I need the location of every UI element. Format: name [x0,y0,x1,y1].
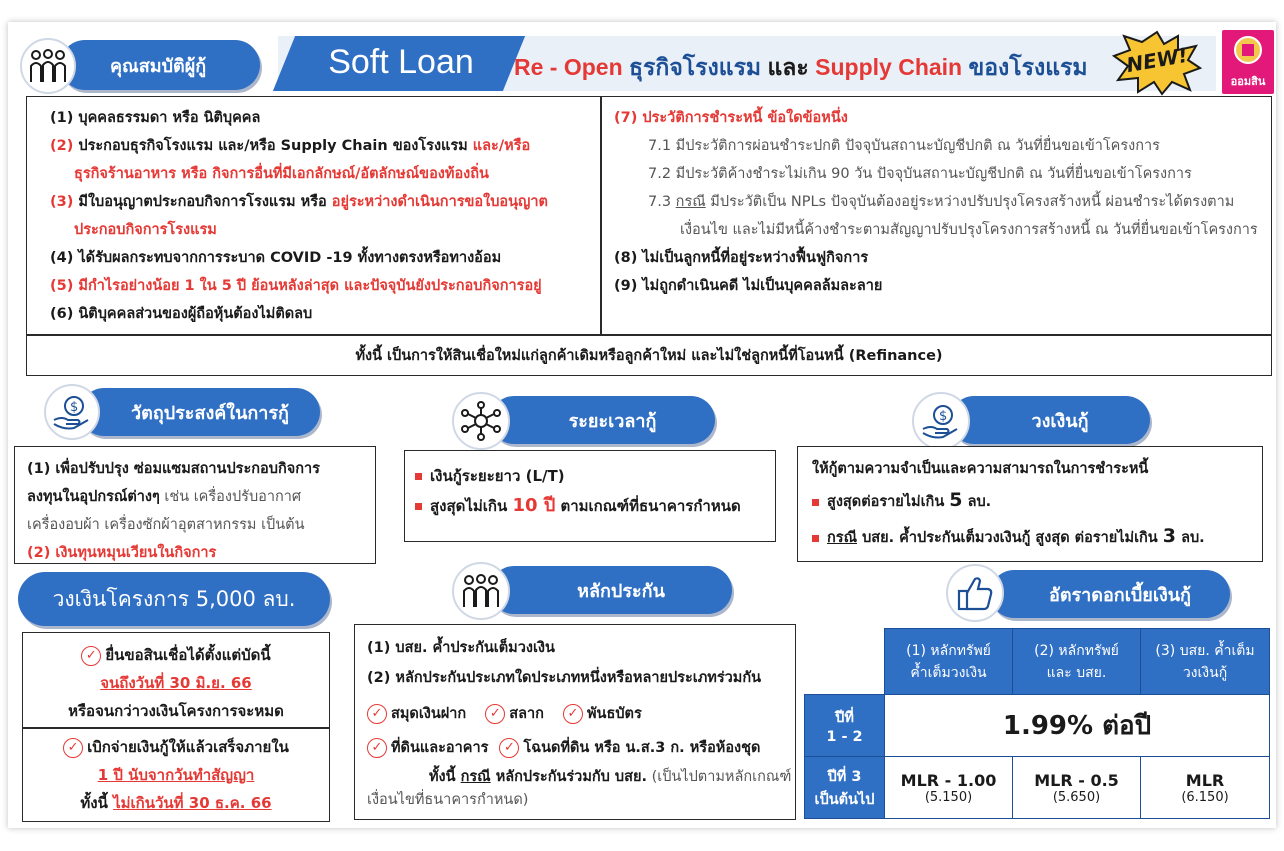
qualification-line [50,244,598,272]
payment-history-73 [614,188,1264,216]
qualifications-footer-line [26,334,1272,336]
svg-text:$: $ [939,409,948,424]
collateral-line-2: (2) หลักประกันประเภทใดประเภทหนึ่งหรือหลายประเภทร่วมกัน [367,670,762,686]
purpose-line-2 [27,483,363,511]
bullet-icon [415,473,422,480]
rate-mlr-1: MLR - 1.00 [900,770,997,790]
collateral-land-building: ที่ดินและอาคาร [391,740,489,756]
reopen-text: Re - Open [514,54,623,80]
collateral-types-row-1 [367,697,783,731]
soft-loan-title: Soft Loan [328,43,474,81]
purpose-header [80,388,320,436]
rate-mlr-2: MLR - 0.5 [1034,770,1119,790]
limit-guarantee-value: 3 [1162,525,1177,547]
rate-col-1 [885,629,1013,695]
check-icon: ✓ [367,704,387,724]
svg-text:$: $ [70,400,79,415]
project-disburse-line [29,733,323,761]
rate-table [804,628,1270,819]
limit-guarantee-text: บสย. ค้ำประกันเต็มวงเงินกู้ สูงสุด ต่อรายไม่เกิน [857,530,1163,546]
qualifications-header [60,40,260,90]
limit-unit: ลบ. [962,494,992,510]
purpose-example-text: เช่น เครื่องปรับอากาศ [159,489,302,505]
money-hand-icon [44,384,100,440]
rate-row-1-label [805,695,885,757]
qualifications-title: คุณสมบัติผู้กู้ [110,55,207,77]
rate-row-2-col-2 [1013,757,1141,819]
rate-col-3 [1141,629,1270,695]
qualifications-right-list [614,104,1264,300]
payment-history-72: 7.2 มีประวัติค้างชำระไม่เกิน 90 วัน ปัจจุบันสถานะบัญชีปกติ ณ วันที่ยื่นขอเข้าโครงการ [648,166,1192,182]
rate-row-2-col-3 [1141,757,1270,819]
check-icon: ✓ [485,704,505,724]
payment-history-73-line2: เงื่อนไข และไม่มีหนี้ค้างชำระตามสัญญาปรับปรุงโครงการสร้างหนี้ ณ วันที่ยื่นขอเข้าโครงการ [680,222,1258,238]
qualification-line [50,188,598,216]
project-title: วงเงินโครงการ 5,000 ลบ. [52,586,296,611]
bank-name: ออมสิน [1230,75,1266,88]
rate-row-2-line-1: ปีที่ 3 [827,768,862,785]
qualification-text: (2) [50,138,79,154]
hotel-business-text: ธุรกิจโรงแรม [629,54,762,80]
project-apply-limit: หรือจนกว่าวงเงินโครงการจะหมด [68,702,284,720]
people-icon [20,38,76,94]
qualification-9: (9) ไม่ถูกดำเนินคดี ไม่เป็นบุคคลล้มละลาย [614,278,883,294]
qualification-line [50,272,598,300]
payment-history-title: (7) ประวัติการชำระหนี้ ข้อใดข้อหนึ่ง [614,110,848,126]
bullet-icon [812,535,819,542]
check-icon: ✓ [81,646,101,666]
rate-mlr-1-value: (5.150) [924,789,973,805]
collateral-title: หลักประกัน [577,580,665,602]
rate-row-2-col-1 [885,757,1013,819]
check-icon: ✓ [63,738,83,758]
bullet-icon [415,503,422,510]
duration-criteria-text: ตามเกณฑ์ที่ธนาคารกำหนด [555,497,741,515]
qualifications-left-list [50,104,598,328]
qualification-text: ประกอบธุรกิจโรงแรม และ/หรือ Supply Chain ของโรงแรม [78,138,473,154]
qualification-line [50,300,598,328]
supply-chain-text: Supply Chain [815,54,963,80]
project-disburse-deadline [29,789,323,817]
duration-years: 10 ปี [512,495,556,516]
project-disburse-period: 1 ปี นับจากวันทำสัญญา [97,766,255,784]
collateral-note-criteria: (เป็นไปตามหลักเกณฑ์ [646,769,792,785]
qualification-text: และ/หรือ [472,138,531,154]
project-box-2 [22,728,330,822]
case-text: กรณี [675,194,706,210]
qualification-text: มีใบอนุญาตประกอบกิจการโรงแรม หรือ [78,194,332,210]
qualification-text: (5) มีกำไรอย่างน้อย 1 ใน 5 ปี ย้อนหลังล่าสุด และปัจจุบันยังประกอบกิจการอยู่ [50,278,542,294]
purpose-title: วัตถุประสงค์ในการกู้ [131,402,289,424]
item-73-number: 7.3 [648,194,676,210]
rate-title: อัตราดอกเบี้ยเงินกู้ [1049,584,1191,606]
collateral-types-row-2 [367,731,783,765]
qualification-text: อยู่ระหว่างดำเนินการขอใบอนุญาต [331,194,548,210]
duration-line-2 [415,491,765,521]
gsb-logo-icon [1222,30,1274,94]
case-text: กรณี [827,530,858,546]
collateral-line-1: (1) บสย. ค้ำประกันเต็มวงเงิน [367,640,555,656]
qualification-8: (8) ไม่เป็นลูกหนี้ที่อยู่ระหว่างฟื้นฟูกิจการ [614,250,869,266]
money-hand-icon [912,392,970,450]
collateral-box [354,624,796,820]
of-hotel-text: ของโรงแรม [968,54,1088,80]
qualification-line [50,160,598,188]
project-box-1 [22,632,330,728]
limit-max-value: 5 [949,489,963,511]
collateral-note-prefix: ทั้งนี้ [429,769,461,785]
duration-box [404,450,776,542]
limit-box [797,446,1263,562]
case-text: กรณี [460,769,491,785]
limit-unit: ลบ. [1176,530,1205,546]
payment-history-71: 7.1 มีประวัติการผ่อนชำระปกติ ปัจจุบันสถานะบัญชีปกติ ณ วันที่ยื่นขอเข้าโครงการ [648,138,1160,154]
limit-intro: ให้กู้ตามความจำเป็นและความสามารถในการชำระหนี้ [812,461,1149,477]
check-icon: ✓ [499,738,519,758]
collateral-title-deed: โฉนดที่ดิน หรือ น.ส.3 ก. หรือห้องชุด [523,740,761,756]
purpose-invest-text: ลงทุนในอุปกรณ์ต่างๆ [27,489,160,505]
project-apply-text: ยื่นขอสินเชื่อได้ตั้งแต่บัดนี้ [105,646,271,664]
new-badge-text: NEW! [1124,42,1190,78]
header-subtitle [514,50,1088,80]
collateral-header [490,566,732,614]
project-header [18,572,330,626]
duration-header [490,396,715,444]
qualifications-footer: ทั้งนี้ เป็นการให้สินเชื่อใหม่แก่ลูกค้าเดิมหรือลูกค้าใหม่ และไม่ใช่ลูกหนี้ที่โอนหนี้ (Refinance) [355,348,943,364]
rate-col-3-line-1: (3) บสย. ค้ำเต็ม [1155,642,1255,659]
qualifications-divider [600,96,602,334]
qualification-text: (4) ได้รับผลกระทบจากการระบาด COVID -19 ทั้งทางตรงหรือทางอ้อม [50,250,502,266]
qualification-text: ธุรกิจร้านอาหาร หรือ กิจการอื่นที่มีเอกลักษณ์/อัตลักษณ์ของท้องถิ่น [74,166,489,182]
qualification-line [50,216,598,244]
qualification-text: (1) บุคคลธรรมดา หรือ นิติบุคคล [50,110,261,126]
purpose-line-3: เครื่องอบผ้า เครื่องซักผ้าอุตสาหกรรม เป็นต้น [27,517,305,533]
people-icon [452,562,510,620]
collateral-note-line-2: เงื่อนไขที่ธนาคารกำหนด) [367,792,529,808]
collateral-note-text: หลักประกันร่วมกับ บสย. [490,769,647,785]
rate-row-2-label [805,757,885,819]
project-final-date: ไม่เกินวันที่ 30 ธ.ค. 66 [113,794,272,812]
duration-title: ระยะเวลากู้ [568,410,657,432]
qualification-text: (6) นิติบุคคลส่วนของผู้ถือหุ้นต้องไม่ติดลบ [50,306,313,322]
check-icon: ✓ [563,704,583,724]
purpose-box [14,446,376,564]
rate-col-1-line-2: ค้ำเต็มวงเงิน [910,664,987,681]
thumbs-up-icon [946,564,1004,622]
project-note-text: ทั้งนี้ [80,794,114,812]
rate-row-1-line-2: 1 - 2 [826,729,863,745]
collateral-bond: พันธบัตร [587,706,642,722]
and-text: และ [767,54,809,80]
rate-mlr-2-value: (5.650) [1052,789,1101,805]
rate-row-1-line-1: ปีที่ [835,710,854,726]
qualification-text: (3) [50,194,79,210]
project-disburse-text: เบิกจ่ายเงินกู้ให้แล้วเสร็จภายใน [87,738,289,756]
bullet-icon [812,499,819,506]
limit-header [950,396,1150,444]
duration-lt-text: เงินกู้ระยะยาว (L/T) [430,467,565,485]
project-apply-deadline: จนถึงวันที่ 30 มิ.ย. 66 [100,674,252,692]
check-icon: ✓ [367,738,387,758]
rate-col-2-line-2: และ บสย. [1046,664,1107,681]
rate-col-3-line-2: วงเงินกู้ [1182,664,1228,681]
new-burst-icon [1112,30,1202,96]
limit-line-2 [812,519,1248,555]
collateral-note-line-1 [367,765,792,789]
rate-row-2-line-2: เป็นต้นไป [814,791,875,808]
limit-line-1 [812,483,1248,519]
qualification-line [50,104,598,132]
qualification-text: ประกอบกิจการโรงแรม [74,222,217,238]
rate-col-1-line-1: (1) หลักทรัพย์ [906,642,991,659]
limit-title: วงเงินกู้ [1031,410,1089,432]
limit-max-text: สูงสุดต่อรายไม่เกิน [827,494,950,510]
duration-max-text: สูงสุดไม่เกิน [430,497,513,515]
duration-line-1 [415,461,765,491]
rate-mlr-3: MLR [1185,770,1225,790]
rate-row-1-value: 1.99% ต่อปี [885,695,1270,757]
purpose-line-1: (1) เพื่อปรับปรุง ซ่อมแซมสถานประกอบกิจการ [27,461,320,477]
purpose-line-4: (2) เงินทุนหมุนเวียนในกิจการ [27,545,217,561]
rate-table-corner [805,629,885,695]
rate-header [990,570,1230,618]
collateral-lottery: สลาก [509,706,544,722]
qualification-line [50,132,598,160]
item-73-text: มีประวัติเป็น NPLs ปัจจุบันต้องอยู่ระหว่างปรับปรุงโครงสร้างหนี้ ผ่อนชำระได้ตรงตาม [705,194,1235,210]
project-apply-line [29,641,323,669]
rate-col-2-line-1: (2) หลักทรัพย์ [1034,642,1119,659]
rate-col-2 [1013,629,1141,695]
network-icon [452,392,510,450]
collateral-deposit-book: สมุดเงินฝาก [391,706,467,722]
rate-mlr-3-value: (6.150) [1181,789,1229,805]
